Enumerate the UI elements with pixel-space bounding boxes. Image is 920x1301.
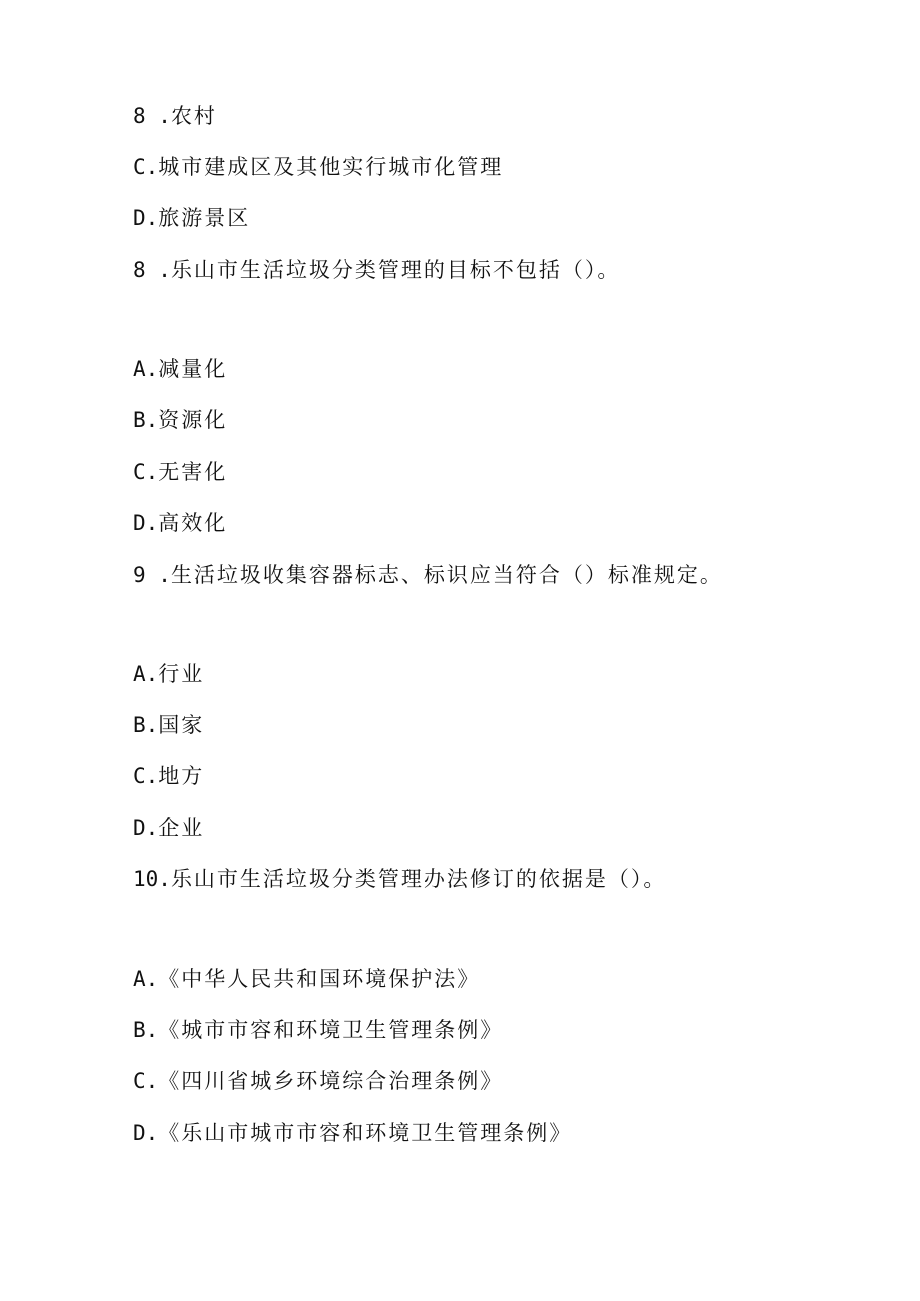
option-d-q10 xyxy=(133,1119,572,1147)
option-b-q9 xyxy=(133,711,204,739)
option-a-q10 xyxy=(133,965,480,993)
line-prefix: A. xyxy=(133,357,159,381)
option-c-q10 xyxy=(133,1067,503,1095)
option-c-q7 xyxy=(133,153,503,181)
line-text: 乐山市生活垃圾分类管理办法修订的依据是（）。 xyxy=(170,867,667,891)
line-text: 乐山市生活垃圾分类管理的目标不包括（）。 xyxy=(170,258,621,282)
line-text: 国家 xyxy=(158,713,205,737)
option-d-q9 xyxy=(133,814,204,842)
option-d-q7 xyxy=(133,204,250,232)
line-text: 资源化 xyxy=(158,408,228,432)
line-prefix: 10. xyxy=(133,867,171,891)
line-text: 高效化 xyxy=(158,511,228,535)
line-text: 《乐山市城市市容和环境卫生管理条例》 xyxy=(158,1121,573,1145)
line-prefix: C. xyxy=(133,460,159,484)
question-10 xyxy=(133,865,666,893)
line-text: 《中华人民共和国环境保护法》 xyxy=(158,967,481,991)
line-text: 行业 xyxy=(158,662,205,686)
option-a-q8 xyxy=(133,355,227,383)
line-prefix: D. xyxy=(133,511,159,535)
option-b-q8 xyxy=(133,406,227,434)
line-text: 企业 xyxy=(158,816,205,840)
line-prefix: D. xyxy=(133,816,159,840)
line-text: 地方 xyxy=(158,764,205,788)
line-prefix: B. xyxy=(133,1018,159,1042)
line-prefix: C. xyxy=(133,1069,159,1093)
line-prefix: B. xyxy=(133,713,159,737)
line-text: 减量化 xyxy=(158,357,228,381)
option-c-q8 xyxy=(133,458,227,486)
line-prefix: 8 . xyxy=(133,258,171,282)
line-text: 无害化 xyxy=(158,460,228,484)
line-text: 《四川省城乡环境综合治理条例》 xyxy=(158,1069,504,1093)
option-c-q9 xyxy=(133,762,204,790)
line-prefix: D. xyxy=(133,206,159,230)
line-prefix: B. xyxy=(133,408,159,432)
line-prefix: 9 . xyxy=(133,563,171,587)
line-text: 城市建成区及其他实行城市化管理 xyxy=(158,155,504,179)
question-8 xyxy=(133,256,620,284)
line-prefix: C. xyxy=(133,155,159,179)
line-prefix: A. xyxy=(133,967,159,991)
option-d-q8 xyxy=(133,509,227,537)
line-prefix: 8 . xyxy=(133,104,171,128)
line-text: 农村 xyxy=(170,104,217,128)
line-text: 《城市市容和环境卫生管理条例》 xyxy=(158,1018,504,1042)
option-a-q9 xyxy=(133,660,204,688)
line-prefix: D. xyxy=(133,1121,159,1145)
question-9 xyxy=(133,561,723,589)
line-prefix: A. xyxy=(133,662,159,686)
line-prefix: C. xyxy=(133,764,159,788)
line-text: 生活垃圾收集容器标志、标识应当符合（）标准规定。 xyxy=(170,563,723,587)
option-b-q10 xyxy=(133,1016,503,1044)
line-text: 旅游景区 xyxy=(158,206,251,230)
option-b-q7 xyxy=(133,102,217,130)
